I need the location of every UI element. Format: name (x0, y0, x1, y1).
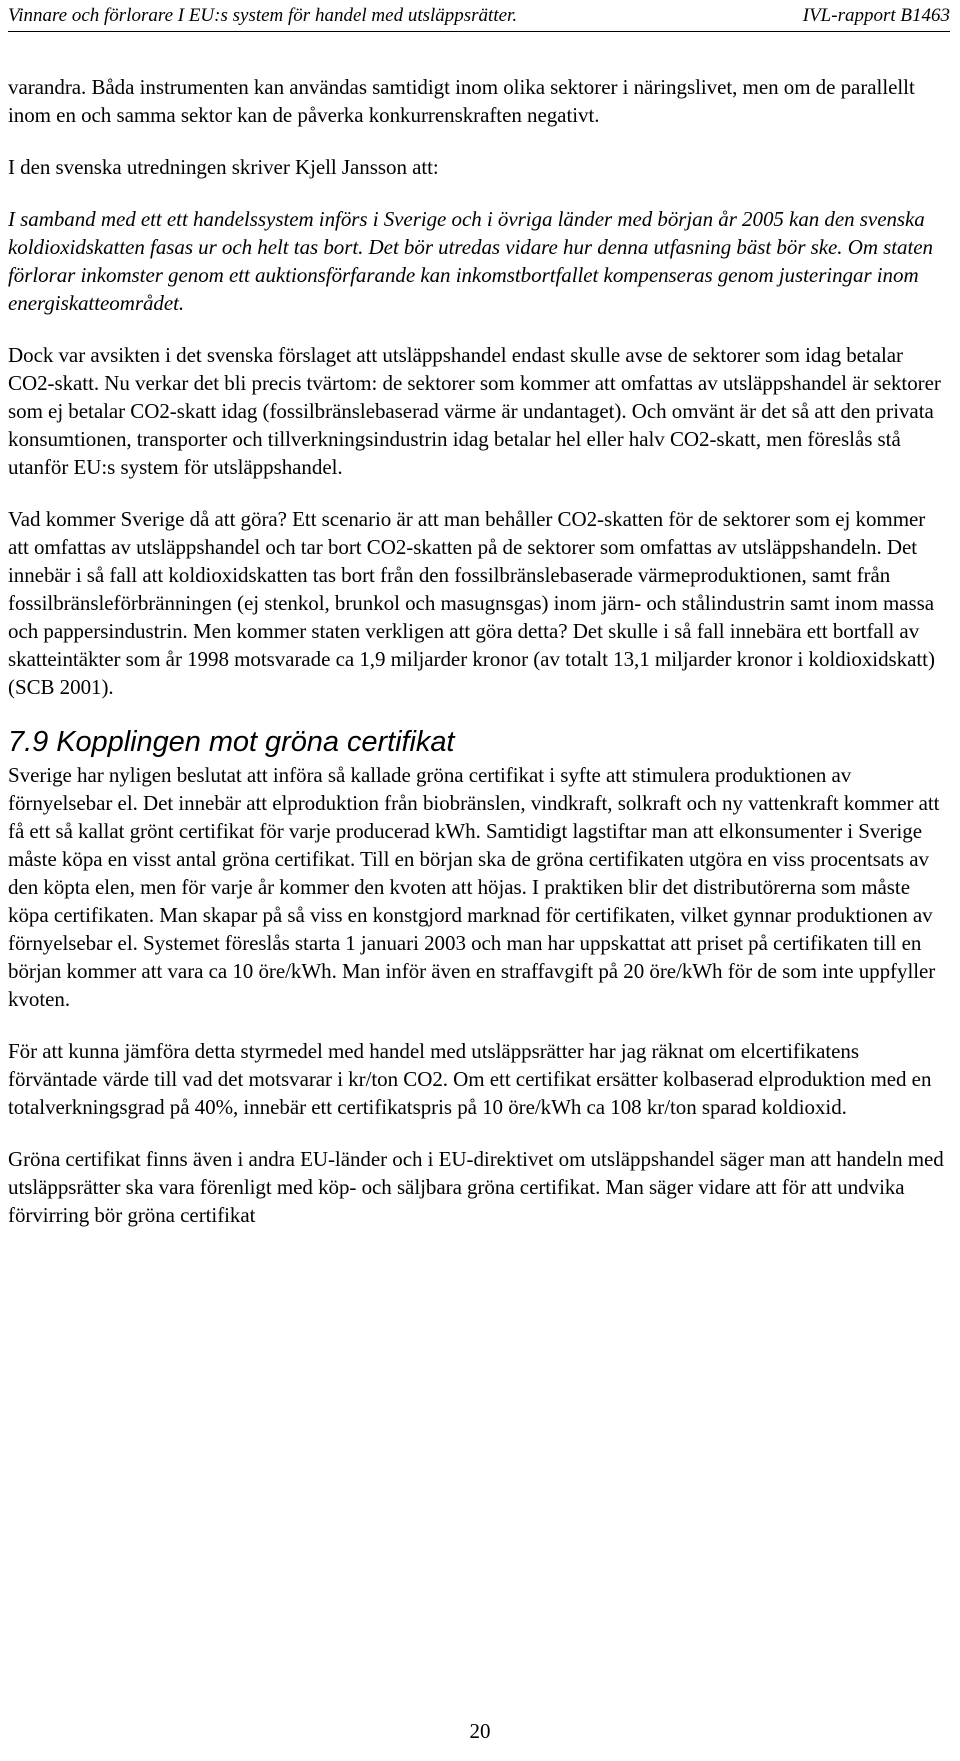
block-quote: I samband med ett ett handelssystem införs i Sverige och i övriga länder med början år 2005 kan den svenska koldioxidskatten fasas ur och helt tas bort. Det bör utredas vidare hur denna utfasning bäst bör ske. Om staten förlorar inkomster genom ett auktionsförfarande kan inkomstbortfallet kompenseras genom justeringar inom energiskatteområdet. (8, 207, 933, 315)
header-rule (8, 31, 950, 32)
page-number: 20 (469, 1719, 491, 1743)
running-header (8, 4, 950, 28)
header-report-id: IVL-rapport B1463 (802, 5, 950, 26)
body-text (8, 73, 948, 1253)
paragraph-certificate-comparison: För att kunna jämföra detta styrmedel med handel med utsläppsrätter har jag räknat om elcertifikatens förväntade värde till vad det motsvarar i kr/ton CO2. Om ett certifikat ersätter kolbaserad elproduktion med en totalverkningsgrad på 40%, innebär ett certifikatspris på 10 öre/kWh ca 108 kr/ton sparad koldioxid. (8, 1039, 932, 1119)
paragraph-green-certificates: Sverige har nyligen beslutat att införa så kallade gröna certifikat i syfte att stimulera produktionen av förnyelsebar el. Det innebär att elproduktion från biobränslen, vindkraft, solkraft och ny vattenkraft kommer att få ett så kallat grönt certifikat för varje producerad kWh. Samtidigt lagstiftar man att elkonsumenter i Sverige måste köpa en visst antal gröna certifikat. Till en början ska de gröna certifikaten utgöra en viss procentsats av den köpta elen, men för varje år kommer den kvoten att höjas. I praktiken blir det distributörerna som måste köpa certifikaten. Man skapar på så viss en konstgjord marknad för certifikaten, vilket gynnar produktionen av förnyelsebar el. Systemet föreslås starta 1 januari 2003 och man har uppskattat att priset på certifikaten till en början kommer att vara ca 10 öre/kWh. Man inför även en straffavgift på 20 öre/kWh för de som inte uppfyller kvoten. (8, 763, 940, 1011)
header-report-title: Vinnare och förlorare I EU:s system för handel med utsläppsrätter. (8, 5, 518, 26)
paragraph-sweden-scenario: Vad kommer Sverige då att göra? Ett scenario är att man behåller CO2-skatten för de sektorer som ej kommer att omfattas av utsläppshandel och tar bort CO2-skatten på de sektorer som omfattas av utsläppshandeln. Det innebär i så fall att koldioxidskatten tas bort från den fossilbränslebaserade värmeproduktionen, samt från fossilbränsleförbränningen (ej stenkol, brunkol och masugnsgas) inom järn- och stålindustrin samt inom massa och pappersindustrin. Men kommer staten verkligen att göra detta? Det skulle i så fall innebära ett bortfall av skatteintäkter som år 1998 motsvarade ca 1,9 miljarder kronor (av totalt 13,1 miljarder kronor i koldioxidskatt) (SCB 2001). (8, 507, 935, 699)
paragraph-continuation: varandra. Båda instrumenten kan användas samtidigt inom olika sektorer i näringslivet, men om de parallellt inom en och samma sektor kan de påverka konkurrenskraften negativt. (8, 75, 915, 127)
paragraph-eu-certificates: Gröna certifikat finns även i andra EU-länder och i EU-direktivet om utsläppshandel säger man att handeln med utsläppsrätter ska vara förenligt med köp- och säljbara gröna certifikat. Man säger vidare att för att undvika förvirring bör gröna certifikat (8, 1147, 944, 1227)
paragraph-quote-intro: I den svenska utredningen skriver Kjell Jansson att: (8, 155, 439, 179)
section-number: 7.9 (8, 726, 49, 758)
section-title: Kopplingen mot gröna certifikat (56, 726, 455, 758)
paragraph-proposal-intent: Dock var avsikten i det svenska förslaget att utsläppshandel endast skulle avse de sektorer som idag betalar CO2-skatt. Nu verkar det bli precis tvärtom: de sektorer som kommer att omfattas av utsläppshandel är sektorer som ej betalar CO2-skatt idag (fossilbränslebaserad värme är undantaget). Och omvänt är det så att den privata konsumtionen, transporter och tillverkningsindustrin idag betalar hel eller halv CO2-skatt, men föreslås stå utanför EU:s system för utsläppshandel. (8, 343, 941, 479)
section-heading (8, 725, 948, 759)
